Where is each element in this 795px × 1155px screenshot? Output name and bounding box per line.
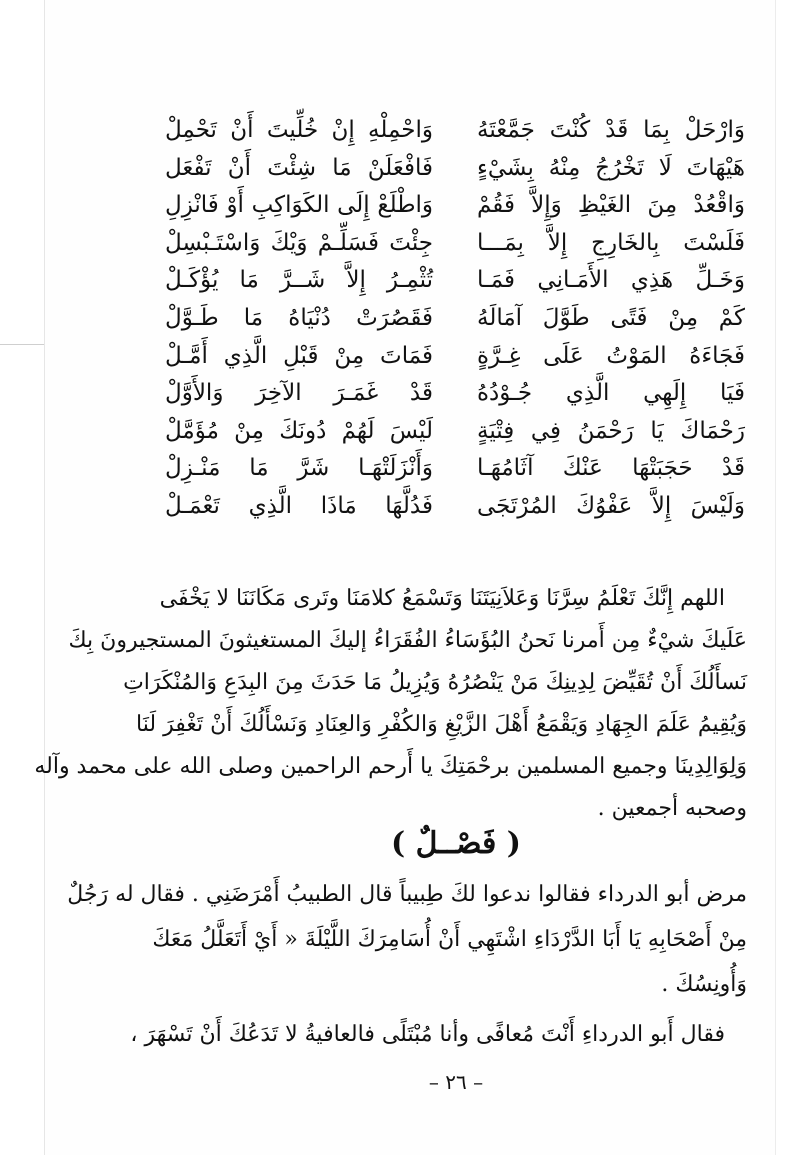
poem-hemistich-left: جِئْتَ فَسَلِّـمْ وَيْكَ وَاسْتَـبْسِلْ	[165, 229, 433, 256]
poem-verse	[165, 375, 745, 413]
paragraph-line: مِنْ أَصْحَابِهِ يَا أَبَا الدَّرْدَاءِ اشْتَهِي أَنْ أُسَامِرَكَ اللَّيْلَةَ « أَيْ أَتَعَلَّلُ مَعَكَ	[152, 927, 747, 952]
paragraph-line: وصحبه أجمعين .	[597, 796, 747, 821]
poem-verse	[165, 488, 745, 526]
poem-hemistich-left: قَدْ غَمَـرَ الآخِرَ وَالأَوَّلْ	[165, 380, 433, 407]
poem-hemistich-left: تُثْمِـرُ إِلاَّ شَــرَّ مَا يُؤْكَـلْ	[165, 267, 433, 294]
paragraph-line: نَسأَلُكَ أَنْ تُقَيِّضَ لِدِينِكَ مَنْ يَنْصُرُهُ وَيُزِيلُ مَا حَدَثَ مِنَ البِدَعِ وَالمُنْكَرَاتِ	[123, 670, 747, 695]
poem-hemistich-right: فَلَسْتَ بِالخَارِجِ إِلاَّ بِمَـــا	[477, 229, 745, 256]
poem-hemistich-right: هَيْهَاتَ لَا تَخْرُجُ مِنْهُ بِشَيْءٍ	[477, 154, 745, 181]
poem-hemistich-right: قَدْ حَجَبَتْهَا عَنْكَ آثَامُهَـا	[477, 455, 745, 482]
poem-hemistich-right: وَلَيْسَ إِلاَّ عَفْوُكَ المُرْتَجَى	[477, 492, 745, 519]
poem-hemistich-left: لَيْسَ لَهُمْ دُونَكَ مِنْ مُؤَمَّلْ	[165, 417, 433, 444]
reply-paragraph	[130, 1014, 747, 1056]
poem-hemistich-right: وَارْحَلْ بِمَا قَدْ كُنْتَ جَمَّعْتَهُ	[477, 117, 745, 143]
poem-hemistich-right: رَحْمَاكَ يَا رَحْمَنُ فِي فِتْيَةٍ	[477, 417, 745, 444]
paragraph-line: اللهم إِنَّكَ تَعْلَمُ سِرَّنَا وَعَلاَنِيَتَنَا وَتَسْمَعُ كلامَنَا وتَرى مَكَانَنَا لا يَخْفَى	[159, 586, 725, 611]
poem-verse	[165, 112, 745, 150]
paragraph-line: مرض أبو الدرداء فقالوا ندعوا لكَ طِبيباً قال الطبيبُ أَمْرَضَنِي . فقال له رَجُلٌ	[67, 882, 747, 907]
poem-verse	[165, 450, 745, 488]
poem-hemistich-left: وَاطْلَعْ إِلَى الكَوَاكِبِ أَوْ فَانْزِلِ	[165, 192, 433, 219]
poem-hemistich-left: فَافْعَلَنْ مَا شِئْتَ أَنْ تَفْعَل	[165, 154, 433, 181]
poem-verse	[165, 413, 745, 451]
paragraph-line: وَيُقِيمُ عَلَمَ الجِهَادِ وَيَقْمَعُ أَهْلَ الزَّيْغِ وَالكُفْرِ وَالعِنَادِ وَنَسْأَلُكَ أَنْ تَغْفِرَ لَنَا	[136, 712, 747, 737]
paragraph-line: وَأُونِسُكَ .	[661, 972, 747, 997]
poem-hemistich-left: وَأَنْزَلَتْهَـا شَرَّ مَا مَنْـزِلْ	[165, 455, 433, 482]
poem-hemistich-left: فَدُلَّهَا مَاذَا الَّذِي تَعْمَـلْ	[165, 492, 433, 519]
poem-hemistich-left: فَمَاتَ مِنْ قَبْلِ الَّذِي أَمَّـلْ	[165, 342, 433, 369]
poem	[165, 112, 745, 526]
poem-hemistich-right: فَيَا إِلَهِي الَّذِي جُـوْدُهُ	[477, 380, 745, 407]
section-heading: ( فَصْــلٌ )	[391, 826, 521, 861]
page-number: – ٢٦ –	[428, 1070, 484, 1094]
poem-hemistich-left: فَقَصُرَتْ دُنْيَاهُ مَا طَـوَّلْ	[165, 304, 433, 331]
poem-verse	[165, 300, 745, 338]
poem-verse	[165, 338, 745, 376]
poem-hemistich-right: كَمْ مِنْ فَتًى طَوَّلَ آمَالَهُ	[477, 304, 745, 331]
poem-verse	[165, 225, 745, 263]
paragraph-line: وَلِوَالِدِينَا وجميع المسلمين برحْمَتِكَ يا أَرحم الراحمين وصلى الله على محمد وآله	[34, 754, 747, 779]
poem-verse	[165, 187, 745, 225]
poem-hemistich-left: وَاحْمِلْهِ إِنْ خُلِّيتَ أَنْ تَحْمِلْ	[165, 117, 433, 143]
paragraph-line: عَلَيكَ شيْءٌ مِن أَمرنا نَحنُ البُؤَسَاءُ الفُقَرَاءُ إليكَ المستغيثونَ المستجيرونَ بِكَ	[68, 628, 747, 653]
margin-divider	[0, 344, 44, 345]
story-paragraph	[67, 872, 747, 1007]
poem-verse	[165, 262, 745, 300]
prayer-paragraph	[34, 578, 747, 830]
poem-hemistich-right: وَاقْعُدْ مِنَ الغَيْظِ وَإِلاَّ فَقُمْ	[477, 192, 745, 219]
poem-verse	[165, 150, 745, 188]
poem-hemistich-right: فَجَاءَهُ المَوْتُ عَلَى غِـرَّةٍ	[477, 342, 745, 369]
paragraph-line: فقال أَبو الدرداءِ أَنْتَ مُعافًى وأنا مُبْتَلًى فالعافيةُ لا تَدَعُكَ أَنْ تَسْهَرَ ،	[130, 1022, 725, 1047]
poem-hemistich-right: وَخَـلِّ هَذِي الأَمَـانِي فَمَـا	[477, 267, 745, 294]
book-page	[34, 0, 776, 1155]
